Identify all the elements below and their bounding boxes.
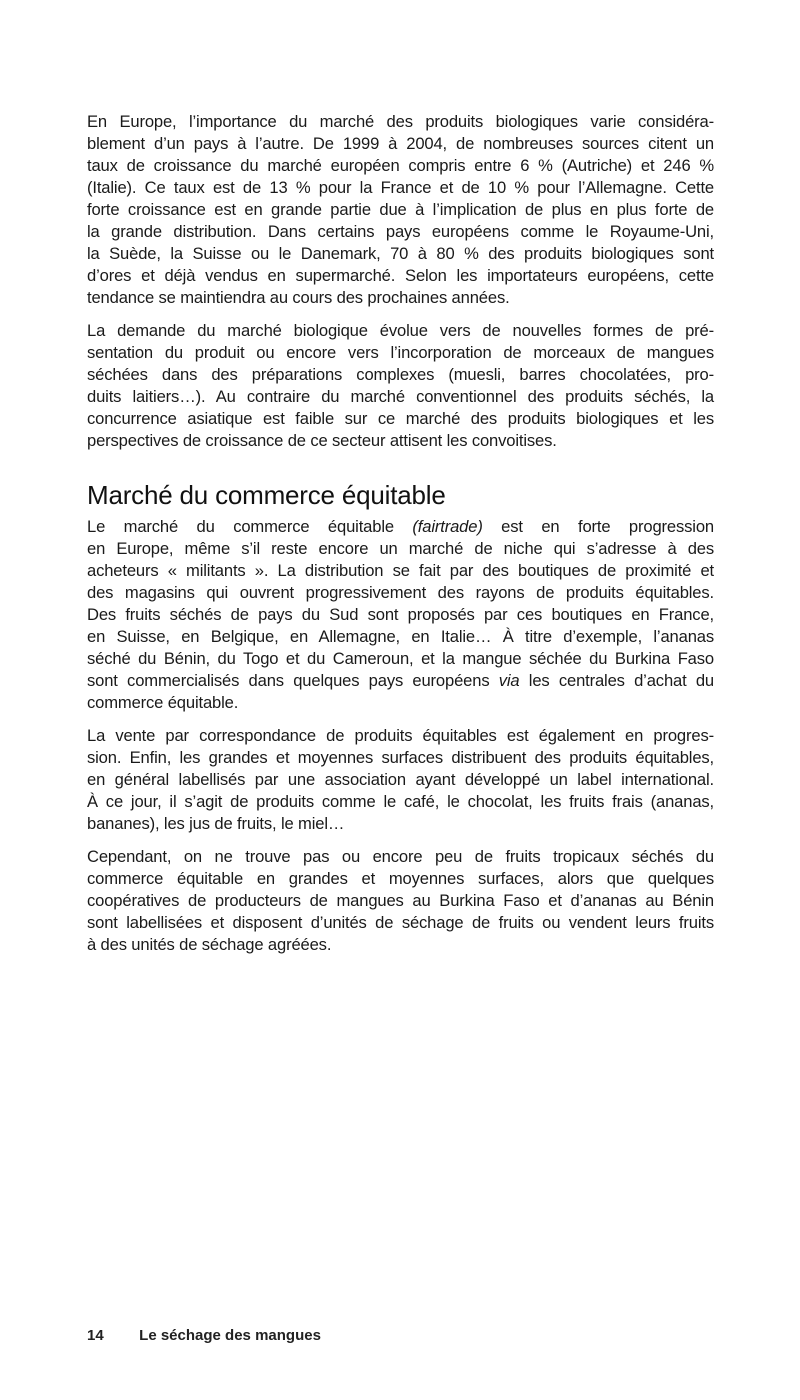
- text-line: sion. Enfin, les grandes et moyennes surfaces distribuent des produits équitables,: [87, 748, 714, 767]
- text-line: en Suisse, en Belgique, en Allemagne, en Italie… À titre d’exemple, l’ananas: [87, 627, 714, 646]
- text-line: La vente par correspondance de produits équitables est également en progres-: [87, 726, 714, 745]
- text-line: blement d’un pays à l’autre. De 1999 à 2004, de nombreuses sources citent un: [87, 134, 714, 153]
- text-line: forte croissance est en grande partie due à l’implication de plus en plus forte de: [87, 200, 714, 219]
- text-line: (Italie). Ce taux est de 13 % pour la France et de 10 % pour l’Allemagne. Cette: [87, 178, 714, 197]
- text-line: d’ores et déjà vendus en supermarché. Selon les importateurs européens, cette: [87, 266, 714, 285]
- text-line: tendance se maintiendra au cours des prochaines années.: [87, 288, 510, 307]
- italic-term: (fairtrade): [412, 517, 483, 536]
- paragraph: [87, 516, 714, 714]
- text-line: En Europe, l’importance du marché des produits biologiques varie considéra-: [87, 112, 714, 131]
- text-line: en Europe, même s’il reste encore un marché de niche qui s’adresse à des: [87, 539, 714, 558]
- text-line: sont labellisées et disposent d’unités de séchage de fruits ou vendent leurs fruits: [87, 913, 714, 932]
- text-segment: Le marché du commerce équitable: [87, 517, 413, 536]
- paragraph: [87, 320, 714, 452]
- text-line: sentation du produit ou encore vers l’incorporation de morceaux de mangues: [87, 343, 714, 362]
- text-line: taux de croissance du marché européen compris entre 6 % (Autriche) et 246 %: [87, 156, 714, 175]
- text-line: À ce jour, il s’agit de produits comme le café, le chocolat, les fruits frais (ananas,: [87, 792, 714, 811]
- text-line: coopératives de producteurs de mangues au Burkina Faso et d’ananas au Bénin: [87, 891, 714, 910]
- text-line: Des fruits séchés de pays du Sud sont proposés par ces boutiques en France,: [87, 605, 714, 624]
- text-line: séché du Bénin, du Togo et du Cameroun, et la mangue séchée du Burkina Faso: [87, 649, 714, 668]
- text-line: [87, 516, 714, 538]
- text-line: séchées dans des préparations complexes (muesli, barres chocolatées, pro-: [87, 365, 714, 384]
- text-line: des magasins qui ouvrent progressivement des rayons de produits équitables.: [87, 583, 714, 602]
- running-title: Le séchage des mangues: [139, 1327, 321, 1344]
- text-line: perspectives de croissance de ce secteur attisent les convoitises.: [87, 431, 557, 450]
- text-line: commerce équitable en grandes et moyennes surfaces, alors que quelques: [87, 869, 714, 888]
- italic-term: via: [498, 671, 520, 690]
- text-line: en général labellisés par une association ayant développé un label international.: [87, 770, 714, 789]
- section-organic-market: [87, 111, 714, 463]
- page-number: 14: [87, 1327, 104, 1344]
- text-line: [87, 670, 714, 692]
- text-line: la grande distribution. Dans certains pays européens comme le Royaume-Uni,: [87, 222, 714, 241]
- paragraph: [87, 846, 714, 956]
- paragraph: [87, 111, 714, 309]
- text-line: duits laitiers…). Au contraire du marché conventionnel des produits séchés, la: [87, 387, 714, 406]
- text-segment: est en forte progression: [482, 517, 714, 536]
- text-line: la Suède, la Suisse ou le Danemark, 70 à 80 % des produits biologiques sont: [87, 244, 714, 263]
- text-line: acheteurs « militants ». La distribution se fait par des boutiques de proximité et: [87, 561, 714, 580]
- text-line: concurrence asiatique est faible sur ce marché des produits biologiques et les: [87, 409, 714, 428]
- section-fairtrade-market: [87, 516, 714, 967]
- section-heading: Marché du commerce équitable: [87, 480, 446, 510]
- text-segment: les centrales d’achat du: [519, 671, 714, 690]
- page-footer: [87, 1327, 321, 1344]
- text-segment: sont commercialisés dans quelques pays européens: [87, 671, 499, 690]
- text-line: commerce équitable.: [87, 693, 239, 712]
- text-line: bananes), les jus de fruits, le miel…: [87, 814, 345, 833]
- text-line: à des unités de séchage agréées.: [87, 935, 332, 954]
- paragraph: [87, 725, 714, 835]
- text-line: La demande du marché biologique évolue vers de nouvelles formes de pré-: [87, 321, 714, 340]
- text-line: Cependant, on ne trouve pas ou encore peu de fruits tropicaux séchés du: [87, 847, 714, 866]
